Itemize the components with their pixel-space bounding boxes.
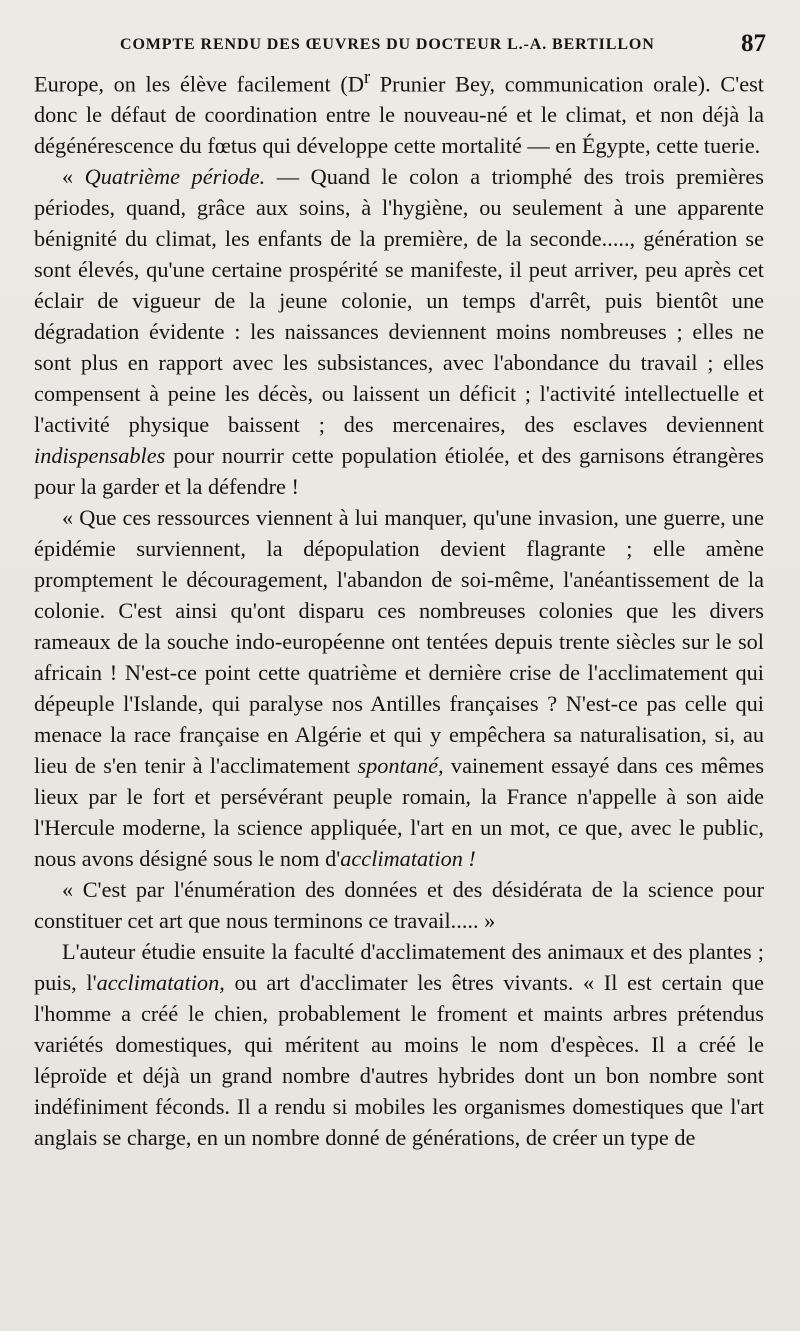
running-head: COMPTE RENDU DES ŒUVRES DU DOCTEUR L.-A. BERTILLON [120,36,655,53]
paragraph-5: L'auteur étudie ensuite la faculté d'acclimatement des animaux et des plantes ; puis, l'acclimatation, ou art d'acclimater les êtres vivants. « Il est certain que l'homme a créé le chien, probablement le froment et maints arbres prétendus variétés domestiques, qui méritent au moins le nom d'espèces. Il a créé le léproïde et déjà un grand nombre d'autres hybrides dont un bon nombre sont indéfiniment féconds. Il a rendu si mobiles les organismes domestiques que l'art anglais se charge, en un nombre donné de générations, de créer un type de [34,939,764,1151]
paragraph-2: « Quatrième période. — Quand le colon a triomphé des trois premières périodes, quand, grâce aux soins, à l'hygiène, ou seulement à une apparente bénignité du climat, les enfants de la première, de la seconde....., génération se sont élevés, qu'une certaine prospérité se manifeste, il peut arriver, peu après cet éclair de vigueur de la jeune colonie, un temps d'arrêt, puis bientôt une dégradation évidente : les naissances deviennent moins nombreuses ; elles ne sont plus en rapport avec les subsistances, avec l'abondance du travail ; elles compensent à peine les décès, ou laissent un déficit ; l'activité intellectuelle et l'activité physique baissent ; des mercenaires, des esclaves deviennent indispensables pour nourrir cette population étiolée, et des garnisons étrangères pour la garder et la défendre ! [34,164,764,500]
page-number: 87 [741,30,766,57]
page-header [0,30,800,64]
paragraph-3: « Que ces ressources viennent à lui manquer, qu'une invasion, une guerre, une épidémie surviennent, la dépopulation devient flagrante ; elle amène promptement le découragement, l'abandon de soi-même, l'anéantissement de la colonie. C'est ainsi qu'ont disparu ces nombreuses colonies que les divers rameaux de la souche indo-européenne ont tentées depuis trente siècles sur le sol africain ! N'est-ce point cette quatrième et dernière crise de l'acclimatement qui dépeuple l'Islande, qui paralyse nos Antilles françaises ? N'est-ce pas celle qui menace la race française en Algérie et qui y empêchera sa naturalisation, si, au lieu de s'en tenir à l'acclimatement spontané, vainement essayé dans ces mêmes lieux par le fort et persévérant peuple romain, la France n'appelle à son aide l'Hercule moderne, la science appliquée, l'art en un mot, ce que, avec le public, nous avons désigné sous le nom d'acclimatation ! [34,505,764,872]
body-text [34,62,764,1153]
paragraph-1: Europe, on les élève facilement ($D^r$ Prunier Bey, communication orale). C'est donc le défaut de coordination entre le nouveau-né et le climat, et non déjà la dégénérescence du fœtus qui développe cette mortalité — en Égypte, cette tuerie. [34,67,764,159]
paragraph-4: « C'est par l'énumération des données et des désidérata de la science pour constituer cet art que nous terminons ce travail..... » [34,877,764,934]
